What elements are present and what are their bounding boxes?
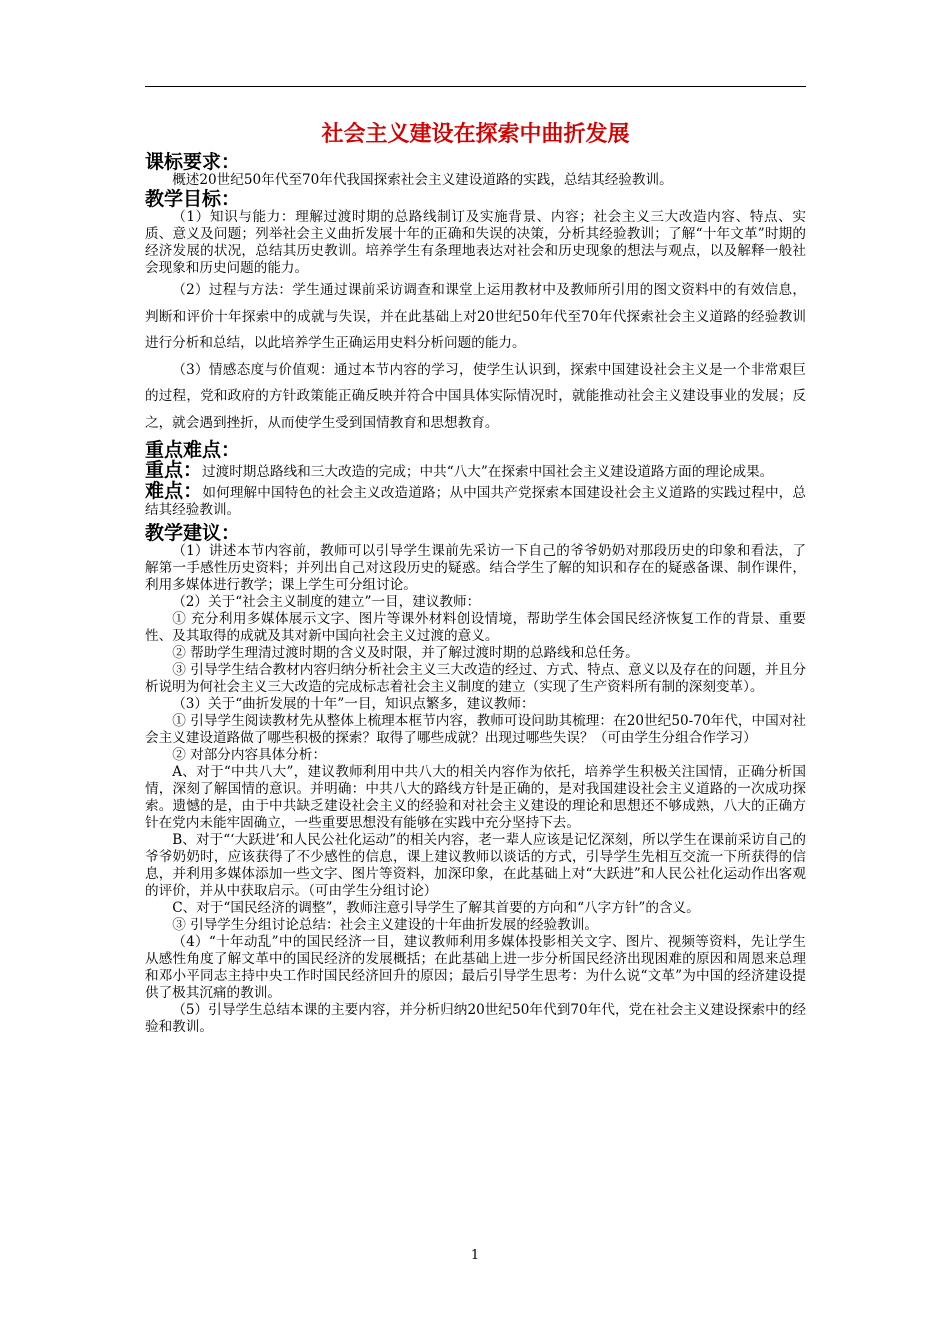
difficult-point-text: 如何理解中国特色的社会主义改造道路；从中国共产党探索本国建设社会主义道路的实践过程中，总结其经验教训。: [145, 485, 806, 518]
suggestion-item: ③ 引导学生结合教材内容归纳分析社会主义三大改造的经过、方式、特点、意义以及存在的问题，并且分析说明为何社会主义三大改造的完成标志着社会主义制度的建立（实现了生产资料所有制的深刻变革）。: [145, 662, 806, 695]
heading-objectives: 教学目标：: [145, 188, 241, 210]
suggestion-item: ② 帮助学生理清过渡时期的含义及时限，并了解过渡时期的总路线和总任务。: [172, 645, 639, 661]
difficult-point-label: 难点：: [145, 480, 203, 502]
heading-keypoints: 重点难点：: [145, 439, 241, 461]
suggestion-item: （1）讲述本节内容前，教师可以引导学生课前先采访一下自己的爷爷奶奶对那段历史的印象和看法，了解第一手感性历史资料；并列出自己对这段历史的疑惑。结合学生了解的知识和存在的疑惑备课、制作课件，利用多媒体进行教学；课上学生可分组讨论。: [145, 543, 806, 593]
key-point-label: 重点：: [145, 459, 203, 481]
suggestion-item: ① 充分利用多媒体展示文字、图片等课外材料创设情境，帮助学生体会国民经济恢复工作的背景、重要性、及其取得的成就及其对新中国向社会主义过渡的意义。: [145, 611, 806, 644]
suggestion-item: ③ 引导学生分组讨论总结：社会主义建设的十年曲折发展的经验教训。: [172, 917, 598, 933]
heading-curriculum: 课标要求：: [145, 151, 241, 173]
suggestion-item: C、对于“国民经济的调整”，教师注意引导学生了解其首要的方向和“八字方针”的含义。: [172, 900, 700, 916]
suggestion-item: （5）引导学生总结本课的主要内容，并分析归纳20世纪50年代到70年代，党在社会主义建设探索中的经验和教训。: [145, 1002, 806, 1035]
header-rule: [145, 86, 806, 87]
objective-knowledge: （1）知识与能力：理解过渡时期的总路线制订及实施背景、内容；社会主义三大改造内容、特点、实质、意义及问题；列举社会主义曲折发展十年的正确和失误的决策，分析其经验教训；了解“十年文革”时期的经济发展的状况，总结其历史教训。培养学生有条理地表达对社会和历史现象的想法与观点，以及解释一般社会现象和历史问题的能力。: [145, 209, 806, 276]
suggestion-item: （4）“十年动乱”中的国民经济一目，建议教师利用多媒体投影相关文字、图片、视频等资料，先让学生从感性角度了解文革中的国民经济的发展概括；在此基础上进一步分析国民经济出现困难的原因和周恩来总理和邓小平同志主持中央工作时国民经济回升的原因；最后引导学生思考：为什么说“文革”为中国的经济建设提供了极其沉痛的教训。: [145, 934, 806, 1001]
document-body: [145, 118, 806, 1036]
curriculum-text: 概述20世纪50年代至70年代我国探索社会主义建设道路的实践，总结其经验教训。: [172, 172, 673, 188]
heading-suggestions: 教学建议：: [145, 522, 241, 544]
suggestion-item: ① 引导学生阅读教材先从整体上梳理本框节内容，教师可设问助其梳理：在20世纪50-70年代，中国对社会主义建设道路做了哪些积极的探索？取得了哪些成就？出现过哪些失误？（可由学生分组合作学习）: [145, 713, 806, 746]
suggestion-item: （3）关于“曲折发展的十年”一目，知识点繁多，建议教师：: [172, 696, 535, 712]
difficult-point: [145, 480, 806, 519]
suggestion-item: A、对于“中共八大”，建议教师利用中共八大的相关内容作为依托，培养学生积极关注国情，正确分析国情，深刻了解国情的意识。并明确：中共八大的路线方针是正确的，是对我国建设社会主义道路的一次成功探索。遗憾的是，由于中共缺乏建设社会主义的经验和对社会主义建设的理论和思想还不够成熟，八大的正确方针在党内未能牢固确立，一些重要思想没有能够在实践中充分坚持下去。: [145, 764, 806, 831]
suggestion-item: （2）关于“社会主义制度的建立”一目，建议教师：: [172, 594, 481, 610]
objective-values: （3）情感态度与价值观：通过本节内容的学习，使学生认识到，探索中国建设社会主义是一个非常艰巨的过程，党和政府的方针政策能正确反映并符合中国具体实际情况时，就能推动社会主义建设事业的发展；反之，就会遇到挫折，从而使学生受到国情教育和思想教育。: [145, 361, 806, 431]
suggestion-item: B、对于“‘大跃进’和人民公社化运动”的相关内容，老一辈人应该是记忆深刻，所以学生在课前采访自己的爷爷奶奶时，应该获得了不少感性的信息，课上建议教师以谈话的方式，引导学生先相互交流一下所获得的信息，并利用多媒体添加一些文字、图片等资料，加深印象，在此基础上对“大跃进”和人民公社化运动作出客观的评价，并从中获取启示。（可由学生分组讨论）: [145, 832, 806, 899]
suggestion-item: ② 对部分内容具体分析：: [172, 747, 327, 763]
objective-process: （2）过程与方法：学生通过课前采访调查和课堂上运用教材中及教师所引用的图文资料中的有效信息，判断和评价十年探索中的成就与失误，并在此基础上对20世纪50年代至70年代探索社会主义道路的经验教训进行分析和总结，以此培养学生正确运用史料分析问题的能力。: [145, 282, 806, 351]
key-point-text: 过渡时期总路线和三大改造的完成；中共“八大”在探索中国社会主义建设道路方面的理论成果。: [202, 464, 774, 480]
document-title: 社会主义建设在探索中曲折发展: [321, 122, 630, 147]
page-number: 1: [470, 1248, 480, 1263]
key-point: [145, 459, 806, 481]
